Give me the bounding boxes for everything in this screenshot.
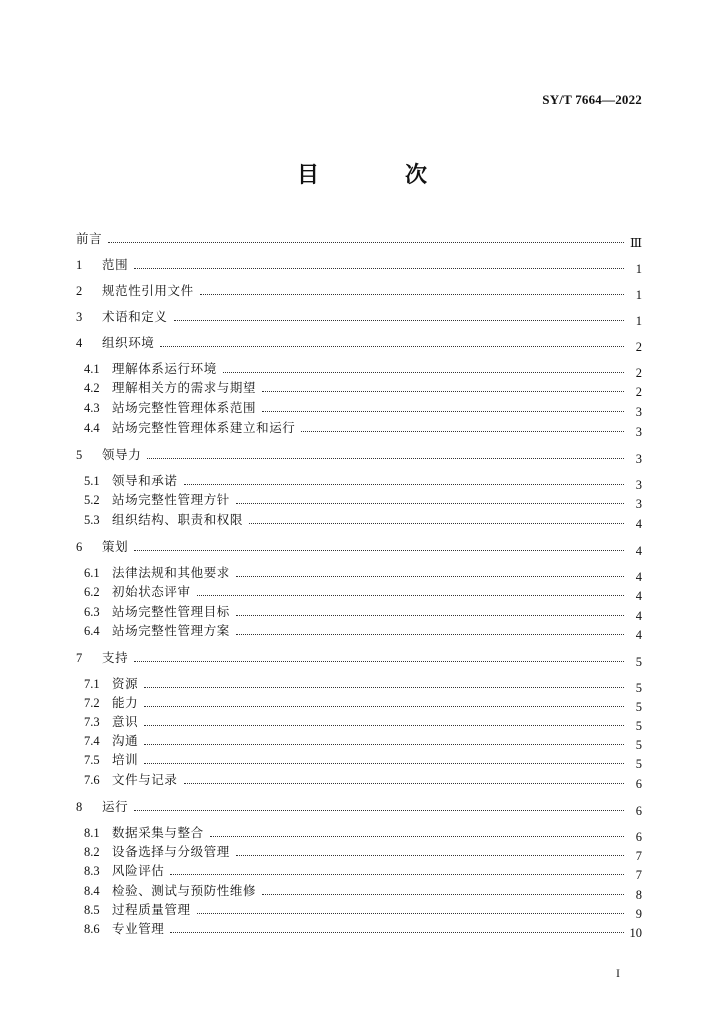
dot-leader [197,594,624,596]
toc-entry[interactable] [76,304,642,328]
dot-leader [249,522,624,524]
toc-entry-page: 5 [635,757,642,771]
toc-entry-number: 3 [76,310,83,324]
toc-entry-page: 4 [635,628,642,642]
toc-entry[interactable] [84,858,642,882]
toc-entry-label: 运行 [102,799,129,814]
toc-entry-page: 5 [635,719,642,733]
toc-entry-page: 4 [635,609,642,623]
toc-entry-number: 4.3 [84,401,100,415]
toc-entry-page: 10 [629,926,642,940]
dot-leader [144,762,624,764]
toc-entry-number: 6.1 [84,566,100,580]
toc-entry-label: 支持 [102,650,129,665]
toc-entry-label: 策划 [102,539,129,554]
toc-entry-label: 规范性引用文件 [102,283,194,298]
toc-entry-page: 3 [635,425,642,439]
toc-entry[interactable] [84,507,642,531]
dot-leader [174,319,624,321]
toc-entry-page: 7 [635,868,642,882]
toc-entry-page: 3 [635,405,642,419]
toc-entry-number: 7.3 [84,715,100,729]
toc-entry-number: 7.1 [84,677,100,691]
toc-entry[interactable] [84,618,642,642]
toc-entry-number: 8.4 [84,884,100,898]
toc-entry[interactable] [76,794,642,818]
toc-entry-label: 站场完整性管理体系范围 [112,400,257,415]
toc-entry-label: 法律法规和其他要求 [112,565,230,580]
toc-entry-label: 站场完整性管理方案 [112,623,230,638]
footer-page-number: I [616,966,620,980]
toc-entry-page: 6 [635,804,642,818]
toc-entry-number: 5.1 [84,474,100,488]
toc-entry-page: 5 [635,655,642,669]
dot-leader [134,267,624,269]
dot-leader [184,483,624,485]
toc-entry-number: 2 [76,284,83,298]
toc-entry[interactable] [84,728,642,752]
toc-entry-label: 组织结构、职责和权限 [112,512,244,527]
toc-entry-number: 7.4 [84,734,100,748]
toc-entry-page: 2 [635,366,642,380]
toc-entry-number: 8.2 [84,845,100,859]
toc-entry-number: 8.3 [84,864,100,878]
dot-leader [144,686,624,688]
toc-entry-label: 过程质量管理 [112,902,191,917]
dot-leader [210,835,624,837]
dot-leader [184,782,624,784]
toc-entry-label: 文件与记录 [112,772,178,787]
toc-entry[interactable] [84,709,642,733]
dot-leader [147,457,624,459]
toc-entry[interactable] [84,579,642,603]
toc-entry-number: 7.6 [84,773,100,787]
dot-leader [262,410,624,412]
toc-entry-label: 理解体系运行环境 [112,361,217,376]
dot-leader [236,575,624,577]
toc-entry-label: 数据采集与整合 [112,825,204,840]
toc-entry-label: 站场完整性管理方针 [112,492,230,507]
toc-entry-number: 1 [76,258,83,272]
toc-entry-label: 初始状态评审 [112,584,191,599]
toc-entry[interactable] [84,375,642,399]
toc-entry-page: 6 [635,777,642,791]
dot-leader [144,743,624,745]
toc-entry-number: 6.3 [84,605,100,619]
toc-entry-number: 7.2 [84,696,100,710]
toc-entry[interactable] [76,442,642,466]
toc-entry[interactable] [84,356,642,380]
dot-leader [236,633,624,635]
toc-entry-number: 5.3 [84,513,100,527]
standard-code: SY/T 7664—2022 [542,92,642,107]
toc-entry-page: 1 [635,288,642,302]
toc-entry-number: 8 [76,800,83,814]
dot-leader [144,705,624,707]
toc-entry-page: 3 [635,452,642,466]
toc-entry-page: 5 [635,681,642,695]
dot-leader [236,502,624,504]
toc-entry[interactable] [84,839,642,863]
toc-entry-number: 8.6 [84,922,100,936]
toc-entry[interactable] [84,468,642,492]
dot-leader [108,241,624,243]
toc-entry-number: 6.2 [84,585,100,599]
dot-leader [236,854,624,856]
toc-entry-label: 领导力 [102,447,142,462]
toc-entry-label: 领导和承诺 [112,473,178,488]
dot-leader [223,371,624,373]
toc-entry[interactable] [76,330,642,354]
toc-entry[interactable] [76,278,642,302]
dot-leader [262,893,624,895]
toc-entry[interactable] [84,487,642,511]
toc-entry[interactable] [84,916,642,940]
toc-entry-number: 4.2 [84,381,100,395]
toc-entry-page: 3 [635,478,642,492]
dot-leader [134,549,624,551]
dot-leader [170,873,624,875]
toc-entry-number: 4 [76,336,83,350]
toc-entry-label: 培训 [112,752,139,767]
toc-entry-page: 4 [635,517,642,531]
toc-entry-page: 3 [635,497,642,511]
toc-entry[interactable] [84,690,642,714]
toc-entry-label: 能力 [112,695,139,710]
toc-entry-page: 2 [635,385,642,399]
toc-entry-number: 7 [76,651,83,665]
dot-leader [301,430,624,432]
toc-entry-number: 7.5 [84,753,100,767]
toc-entry-number: 6.4 [84,624,100,638]
toc-entry-number: 8.5 [84,903,100,917]
dot-leader [262,390,624,392]
toc-entry-page: 4 [635,544,642,558]
toc-entry[interactable] [76,252,642,276]
toc-entry-label: 意识 [112,714,139,729]
toc-entry-number: 4.1 [84,362,100,376]
dot-leader [170,931,624,933]
toc-entry[interactable] [84,767,642,791]
toc-entry-number: 5 [76,448,83,462]
toc-entry-page: 8 [635,888,642,902]
toc-entry[interactable] [84,878,642,902]
dot-leader [160,345,624,347]
dot-leader [197,912,624,914]
toc-entry[interactable] [84,415,642,439]
toc-entry-page: 2 [635,340,642,354]
toc-entry-number: 5.2 [84,493,100,507]
toc-entry-label: 检验、测试与预防性维修 [112,883,257,898]
toc-entry-label: 沟通 [112,733,139,748]
toc-entry-page: Ⅲ [629,236,642,250]
toc-entry-label: 资源 [112,676,139,691]
page-title: 目 次 [296,163,459,188]
toc-entry-label: 范围 [102,257,129,272]
toc-entry[interactable] [84,747,642,771]
dot-leader [134,660,624,662]
toc-entry-label: 站场完整性管理体系建立和运行 [112,420,296,435]
toc-entry[interactable] [76,645,642,669]
dot-leader [134,809,624,811]
toc-entry-page: 9 [635,907,642,921]
toc-entry-label: 设备选择与分级管理 [112,844,230,859]
dot-leader [200,293,624,295]
toc-entry[interactable] [76,226,642,250]
toc-entry-number: 4.4 [84,421,100,435]
toc-entry-label: 站场完整性管理目标 [112,604,230,619]
toc-entry[interactable] [84,671,642,695]
toc-entry-page: 1 [635,262,642,276]
toc-entry-label: 专业管理 [112,921,165,936]
toc-entry-label: 组织环境 [102,335,155,350]
dot-leader [236,614,624,616]
toc-entry-label: 前言 [76,231,103,246]
toc-entry-label: 风险评估 [112,863,165,878]
toc-entry-page: 7 [635,849,642,863]
dot-leader [144,724,624,726]
toc-entry-page: 6 [635,830,642,844]
toc-entry[interactable] [84,560,642,584]
toc-entry-number: 6 [76,540,83,554]
toc-entry-page: 5 [635,738,642,752]
toc-entry-page: 1 [635,314,642,328]
toc-entry-page: 4 [635,570,642,584]
toc-entry-page: 4 [635,589,642,603]
toc-entry[interactable] [84,599,642,623]
toc-entry-label: 术语和定义 [102,309,168,324]
toc-entry-page: 5 [635,700,642,714]
toc-entry-label: 理解相关方的需求与期望 [112,380,257,395]
toc-entry[interactable] [84,897,642,921]
toc-entry[interactable] [84,820,642,844]
toc-entry[interactable] [76,534,642,558]
toc-entry[interactable] [84,395,642,419]
toc-entry-number: 8.1 [84,826,100,840]
